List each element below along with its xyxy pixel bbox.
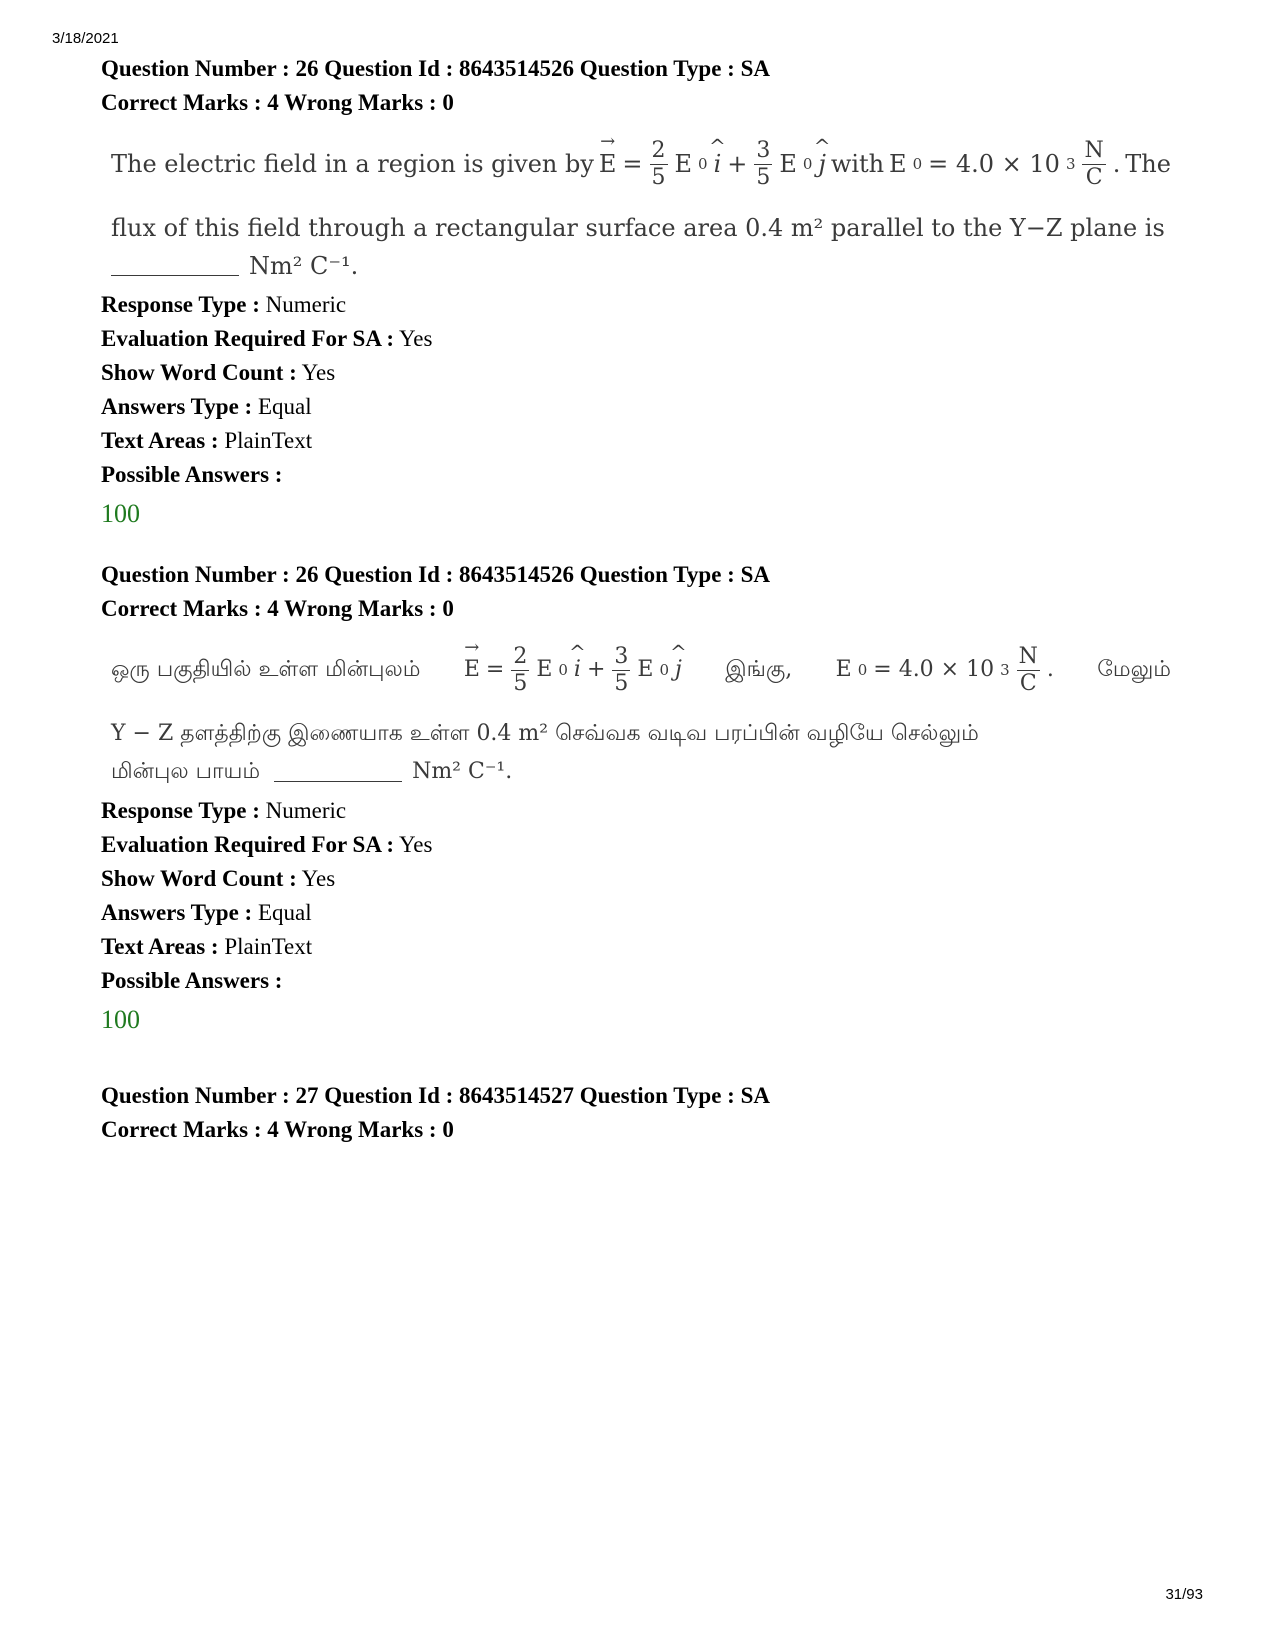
page-number: 31/93 bbox=[1165, 1586, 1203, 1603]
possible-answer: 100 bbox=[101, 499, 140, 528]
marks-header: Correct Marks : 4 Wrong Marks : 0 bbox=[101, 1117, 454, 1142]
e0-equation: E 0 = 4.0 × 10 3 $\frac{N}{C}$ . bbox=[889, 137, 1121, 190]
field-response-type: Response Type : Numeric bbox=[101, 798, 347, 823]
answer-blank bbox=[111, 257, 239, 276]
question-header: Question Number : 26 Question Id : 8643514526 Question Type : SA bbox=[101, 56, 770, 81]
marks-header: Correct Marks : 4 Wrong Marks : 0 bbox=[101, 90, 454, 115]
question-the: The bbox=[1125, 150, 1171, 178]
field-answers-type: Answers Type : Equal bbox=[101, 394, 312, 419]
question-line-2: flux of this field through a rectangular surface area 0.4 m² parallel to the Y−Z plane is bbox=[111, 214, 1165, 242]
field-show-word-count: Show Word Count : Yes bbox=[101, 866, 336, 891]
question-lead: ஒரு பகுதியில் உள்ள மின்புலம் bbox=[111, 657, 421, 682]
field-text-areas: Text Areas : PlainText bbox=[101, 934, 313, 959]
field-equation: → E = $\frac{2}{5}$ E 0 ^ i + $\frac{3}{5}$ E 0 ^ j bbox=[599, 140, 826, 189]
question-header: Question Number : 27 Question Id : 8643514527 Question Type : SA bbox=[101, 1083, 770, 1108]
question-the: மேலும் bbox=[1097, 657, 1171, 682]
question-line-3: மின்புல பாயம் bbox=[111, 759, 261, 784]
field-possible-answers: Possible Answers : bbox=[101, 968, 283, 993]
field-answers-type: Answers Type : Equal bbox=[101, 900, 312, 925]
e0-equation: E 0 = 4.0 × 10 3 $\frac{N}{C}$ . bbox=[835, 643, 1054, 696]
field-show-word-count: Show Word Count : Yes bbox=[101, 360, 336, 385]
field-text-areas: Text Areas : PlainText bbox=[101, 428, 313, 453]
field-evaluation-required: Evaluation Required For SA : Yes bbox=[101, 832, 433, 857]
question-header: Question Number : 26 Question Id : 8643514526 Question Type : SA bbox=[101, 562, 770, 587]
field-evaluation-required: Evaluation Required For SA : Yes bbox=[101, 326, 433, 351]
question-line-2: Y − Z தளத்திற்கு இணையாக உள்ள 0.4 m² செவ்வக வடிவ பரப்பின் வழியே செல்லும் bbox=[111, 721, 979, 746]
question-block bbox=[101, 52, 1181, 534]
question-unit: Nm² C⁻¹. bbox=[249, 252, 359, 280]
field-possible-answers: Possible Answers : bbox=[101, 462, 283, 487]
question-text bbox=[101, 632, 1181, 790]
possible-answer: 100 bbox=[101, 1005, 140, 1034]
question-lead: The electric field in a region is given by bbox=[111, 150, 594, 178]
field-response-type: Response Type : Numeric bbox=[101, 292, 347, 317]
answer-blank bbox=[274, 763, 402, 782]
question-with: with bbox=[830, 150, 885, 178]
question-block bbox=[101, 1079, 1181, 1147]
question-with: இங்கு, bbox=[725, 657, 793, 682]
question-block bbox=[101, 558, 1181, 1040]
field-equation: → E = $\frac{2}{5}$ E 0 ^ i + $\frac{3}{5}$ E 0 ^ j bbox=[464, 646, 682, 695]
page-date: 3/18/2021 bbox=[52, 30, 119, 47]
question-text bbox=[101, 126, 1181, 284]
marks-header: Correct Marks : 4 Wrong Marks : 0 bbox=[101, 596, 454, 621]
question-unit: Nm² C⁻¹. bbox=[412, 759, 513, 784]
